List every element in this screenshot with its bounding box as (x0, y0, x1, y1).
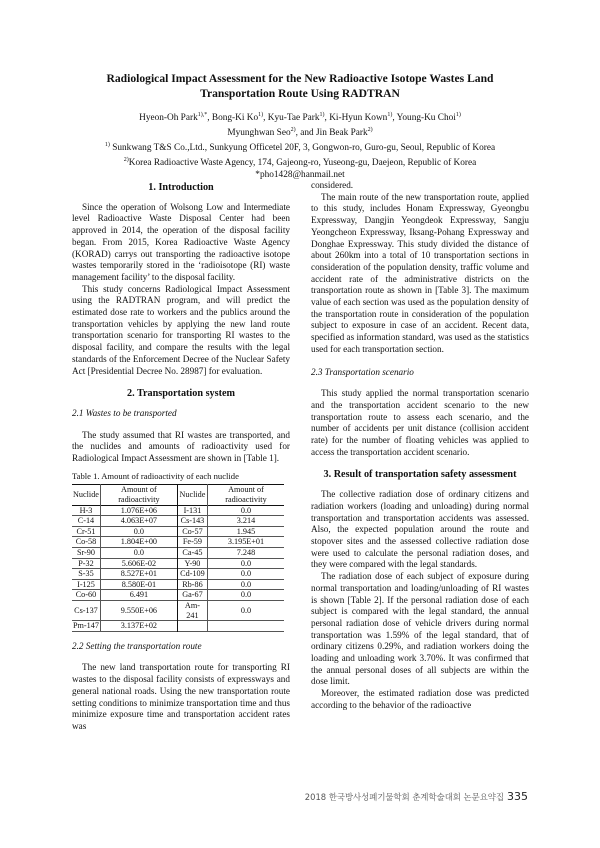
affiliation-2-mark: 2) (123, 157, 129, 164)
page-footer (305, 790, 528, 803)
affiliation-1-mark: 1) (104, 142, 110, 149)
amount-cell: 0.0 (240, 590, 252, 600)
intro-paragraph-1: Since the operation of Wolsong Low and Intermediate level Radioactive Waste Disposal Center had been approved in 2014, the operation of the disposal facility began. From 2015, Korea Radioactive Waste Agency (KORAD) carrys out transporting the radioactive isotope wastes temporarily stored in the ‘radioisotope (RI) waste management facility’ to the disposal facility. (72, 201, 290, 282)
author-name: Bong-Ki Ko (211, 113, 259, 124)
nuclide-cell: Co-57 (177, 526, 207, 537)
author-separator: , (324, 113, 330, 124)
nuclide-cell: P-32 (72, 558, 100, 569)
author-name: Ki-Hyun Kown (329, 113, 388, 124)
amount-cell: 0.0 (100, 526, 177, 537)
paragraph-2-1: The study assumed that RI wastes are transported, and the nuclides and amounts of radioactivity used for Radiological Impact Assessment are shown in [Table 1]. (72, 429, 290, 464)
affiliation-2 (60, 154, 540, 169)
table-header-row (72, 485, 284, 505)
amount-cell: 6.491 (100, 590, 177, 601)
author-list-2 (60, 124, 540, 139)
section-heading-result: 3. Result of transportation safety assessment (323, 469, 517, 481)
nuclide-cell: H-3 (72, 505, 100, 516)
table-row (72, 548, 284, 559)
author-affiliation-mark: 1) (455, 112, 461, 118)
page-number: 335 (507, 790, 528, 803)
table-row (72, 601, 284, 621)
left-column (72, 182, 290, 733)
header-nuclide: Nuclide (72, 485, 100, 505)
amount-cell: 0.0 (240, 569, 252, 579)
nuclide-cell: Cs-137 (72, 601, 100, 621)
author-affiliation-mark: 2) (367, 127, 373, 134)
affiliation-2-text: Korea Radioactive Waste Agency, 174, Gajeong-ro, Yuseong-gu, Daejeon, Republic of Korea (128, 158, 477, 169)
radioactivity-table (72, 484, 284, 631)
amount-cell: 1.076E+06 (100, 505, 177, 516)
amount-cell: 8.527E+01 (100, 569, 177, 580)
amount-cell: 1.945 (236, 526, 256, 536)
nuclide-cell: S-35 (72, 569, 100, 580)
author-separator: , (392, 113, 397, 124)
author-affiliation-mark: 1) (258, 112, 264, 118)
header-amount: Amount of radioactivity (225, 485, 267, 505)
table-row (72, 569, 284, 580)
nuclide-cell: Cd-109 (177, 569, 207, 580)
table-row (72, 558, 284, 569)
nuclide-cell: I-125 (72, 579, 100, 590)
nuclide-cell: Fe-59 (177, 537, 207, 548)
amount-cell: 3.214 (236, 516, 256, 526)
section-heading-transportation: 2. Transportation system (126, 388, 235, 400)
nuclide-cell: C-14 (72, 516, 100, 527)
author-affiliation-mark: 2) (290, 127, 296, 134)
nuclide-cell: Sr-90 (72, 548, 100, 559)
nuclide-cell: Cr-51 (72, 526, 100, 537)
intro-paragraph-2: This study concerns Radiological Impact Assessment using the RADTRAN program, and will predict the estimated dose rate to workers and the publics around the transportation vehicles by applying the new land route transportation scenario for transporting RI wastes to the disposal facility, and compare the results with the legal standards of the Enforcement Decree of the Nuclear Safety Act [Presidential Decree No. 28987] for evaluation. (72, 283, 290, 376)
author-separator: , (263, 113, 268, 124)
amount-cell: 4.063E+07 (100, 516, 177, 527)
author-separator: , (207, 113, 212, 124)
amount-cell: 9.550E+06 (100, 601, 177, 621)
author-block (60, 109, 540, 181)
table-row (72, 590, 284, 601)
amount-cell: 0.0 (240, 605, 252, 615)
contact-email: *pho1428@hanmail.net (255, 170, 345, 181)
title-line-1: Radiological Impact Assessment for the New Radioactive Isotope Wastes Land (106, 72, 494, 85)
subsection-heading-2-3: 2.3 Transportation scenario (311, 366, 414, 377)
amount-cell (207, 621, 284, 632)
author-affiliation-mark: 1) (319, 112, 325, 118)
paragraph-2-2: The new land transportation route for transporting RI wastes to the disposal facility consists of expressways and general national roads. Using the new transportation route setting conditions to minimize transportation time and thus minimize exposure time and transportation accident rates was (72, 662, 290, 731)
title-line-2: Transportation Route Using RADTRAN (200, 87, 400, 100)
author-affiliation-mark: 1),* (197, 112, 208, 118)
section-heading-introduction: 1. Introduction (148, 182, 214, 193)
nuclide-cell: Ga-67 (177, 590, 207, 601)
subsection-heading-2-1: 2.1 Wastes to be transported (72, 407, 177, 418)
amount-cell: 7.248 (236, 548, 256, 558)
paragraph-2-3: This study applied the normal transportation scenario and the transportation accident scenario to the new transportation route to assess each scenario, and the number of accidents per unit distance (collision accident rate) for the number of floating vehicles was applied to access the transportation accident scenario. (311, 388, 529, 457)
amount-cell: 0.0 (240, 505, 252, 515)
route-paragraph: The main route of the new transportation route, applied to this study, includes Honam Expressway, Gyeongbu Expressway, Dangjin Yeongdeok Expressway, Sangju Yeongcheon Expressway, Iksang-Pohang Expressway and Donghae Expressway. This study divided the distance of about 260km into a total of 10 transportation sections in consideration of the population density, traffic volume and accident rate of the administrative districts on the transportation route as shown in [Table 3]. The maximum value of each section was used as the population density of the transportation route in consideration of the population subject to exposure in case of an accident. Recent data, specified as information standard, was used as the statistics used for each transportation section. (311, 191, 529, 354)
result-paragraph-3: Moreover, the estimated radiation dose was predicted according to the behavior of the radioactive (311, 688, 529, 710)
header-nuclide: Nuclide (177, 485, 207, 505)
nuclide-cell: Cs-143 (177, 516, 207, 527)
amount-cell: 0.0 (240, 579, 252, 589)
author-name: Jin Beak Park (316, 128, 368, 139)
amount-cell: 0.0 (100, 548, 177, 559)
amount-cell: 8.580E-01 (100, 579, 177, 590)
author-name: Myunghwan Seo (227, 128, 291, 139)
nuclide-cell: Co-60 (72, 590, 100, 601)
author-list (60, 109, 540, 124)
nuclide-cell: Y-90 (177, 558, 207, 569)
author-name: Hyeon-Oh Park (139, 113, 198, 124)
conference-name: 2018 한국방사성폐기물학회 춘계학술대회 논문요약집 (304, 792, 504, 802)
header-amount: Amount of radioactivity (100, 485, 177, 505)
amount-cell: 3.137E+02 (100, 621, 177, 632)
nuclide-cell (177, 621, 207, 632)
nuclide-cell: Am-241 (177, 601, 207, 621)
table-row (72, 516, 284, 527)
amount-cell: 1.804E+00 (100, 537, 177, 548)
table-row (72, 526, 284, 537)
affiliation-1 (60, 139, 540, 154)
table-caption: Table 1. Amount of radioactivity of each nuclide (72, 470, 239, 481)
author-name: Young-Ku Choi (396, 113, 456, 124)
author-name: Kyu-Tae Park (267, 113, 320, 124)
nuclide-cell: Pm-147 (73, 621, 99, 631)
nuclide-cell: I-131 (177, 505, 207, 516)
nuclide-cell: Co-58 (72, 537, 100, 548)
right-column (311, 180, 529, 712)
continued-text: considered. (311, 180, 354, 190)
result-paragraph-2: The radiation dose of each subject of exposure during normal transportation and loading/unloading of RI wastes is shown [Table 2]. If the personal radiation dose of each subject is compared with the legal standard, the annual personal radiation dose of vehicle drivers during normal transportation was 1.59% of the legal standard, that of ordinary citizens 0.29%, and radiation workers doing the loading and unloading work 3.70%. It was confirmed that the annual personal doses of all subjects are within the dose limit. (311, 571, 529, 687)
table-row (72, 621, 284, 632)
table-row (72, 537, 284, 548)
result-paragraph-1: The collective radiation dose of ordinary citizens and radiation workers (loading and unloading) during normal transportation and transportation accidents was assessed. Also, the expected population around the route and stopover sites and the assessed collective radiation dose were used to calculate the personal radiation doses, and they were compared with the legal standards. (311, 489, 529, 570)
table-row (72, 579, 284, 590)
amount-cell: 3.195E+01 (227, 537, 265, 547)
subsection-heading-2-2: 2.2 Setting the transportation route (72, 640, 202, 651)
nuclide-cell: Rb-86 (177, 579, 207, 590)
author-affiliation-mark: 1) (387, 112, 393, 118)
table-row (72, 505, 284, 516)
author-separator: , and (295, 128, 317, 139)
amount-cell: 0.0 (240, 558, 252, 568)
affiliation-1-text: Sunkwang T&S Co.,Ltd., Sunkyung Officetel 20F, 3, Gongwon-ro, Guro-gu, Seoul, Republic of Korea (109, 143, 496, 154)
amount-cell: 5.606E-02 (100, 558, 177, 569)
nuclide-cell: Ca-45 (177, 548, 207, 559)
paper-title (60, 71, 540, 101)
